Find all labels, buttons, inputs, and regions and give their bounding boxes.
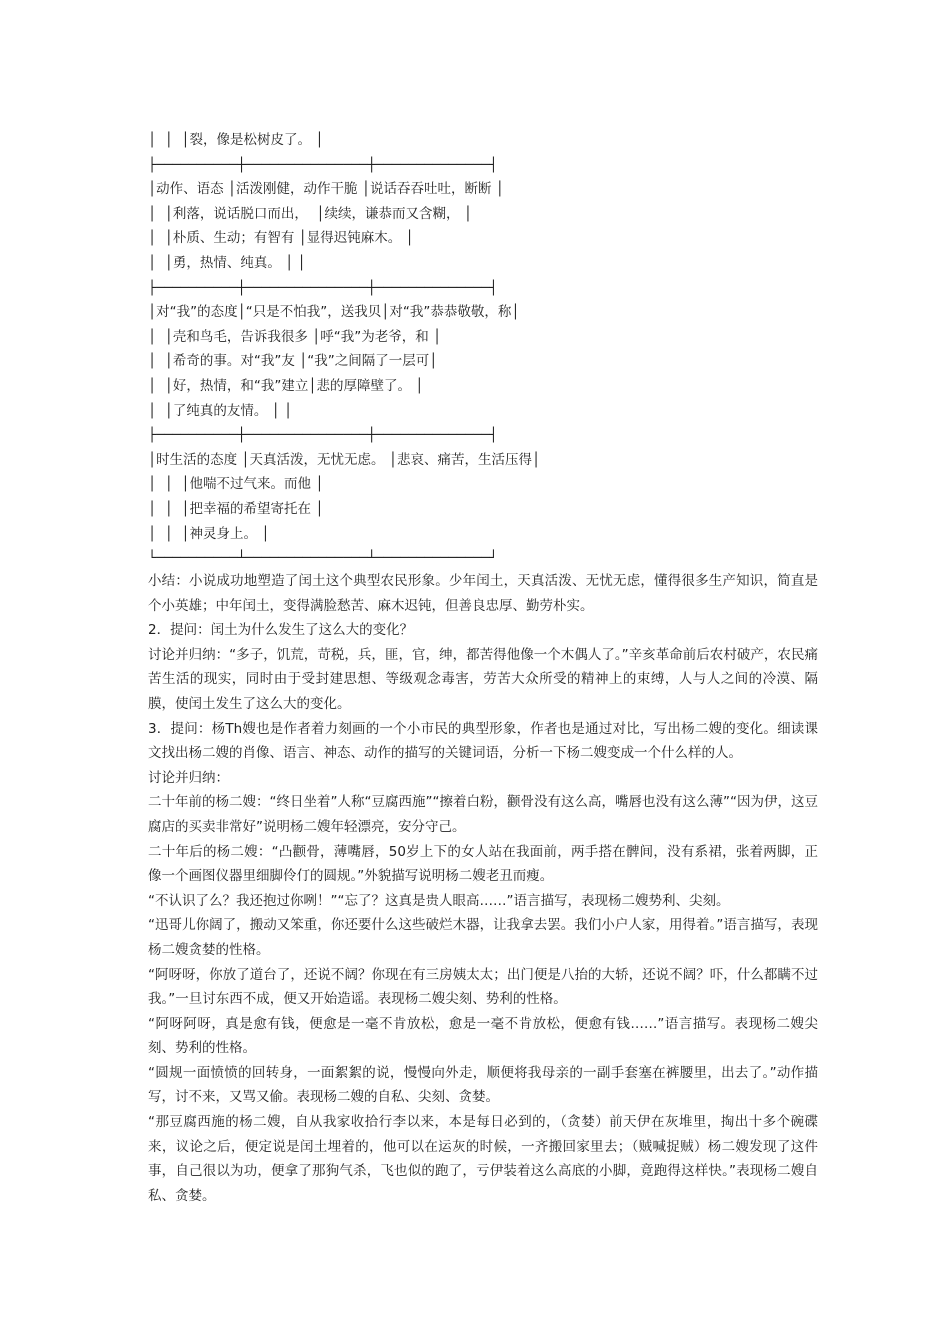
table-line: │ │ │他喘不过气来。而他 │ <box>148 476 324 493</box>
paragraph: 二十年前的杨二嫂：“终日坐着”人称“豆腐西施”“擦着白粉，颧骨没有这么高，嘴唇也没有这么薄”“因为伊，这豆腐店的买卖非常好”说明杨二嫂年轻漂亮，安分守己。 <box>148 794 818 835</box>
paragraph: “阿呀阿呀，真是愈有钱，便愈是一毫不肯放松，愈是一毫不肯放松，便愈有钱……”语言描写。表现杨二嫂尖刻、势利的性格。 <box>148 1015 818 1057</box>
paragraph: “那豆腐西施的杨二嫂，自从我家收拾行李以来，本是每日必到的，（贪婪）前天伊在灰堆里，掏出十多个碗碟来，议论之后，便定说是闰土埋着的，他可以在运灰的时候，一齐搬回家里去；（贼喊捉贼）杨二嫂发现了这件事，自己很以为功，便拿了那狗气杀，飞也似的跑了，亏伊装着这么高底的小脚，竟跑得这样快。”表现杨二嫂自私、贪婪。 <box>148 1114 818 1204</box>
comparison-table <box>148 128 618 571</box>
table-line: │时生活的态度 │天真活泼，无忧无虑。 │悲哀、痛苦，生活压得│ <box>148 451 541 468</box>
table-line: │ │ │裂，像是松树皮了。 │ <box>148 132 324 148</box>
table-line: │ │壳和鸟毛，告诉我很多 │呼“我”为老爷，和 │ <box>148 328 442 345</box>
table-line: │动作、语态 │活泼刚健，动作干脆 │说话吞吞吐吐，断断 │ <box>148 181 504 198</box>
table-line: │ │利落，说话脱口而出， │续续，谦恭而又含糊， │ <box>148 205 472 222</box>
table-line: │ │希奇的事。对“我”友 │“我”之间隔了一层可│ <box>148 353 438 370</box>
paragraph: “不认识了么？我还抱过你咧！”“忘了？这真是贵人眼高……”语言描写，表现杨二嫂势利、尖刻。 <box>148 892 730 909</box>
table-line: │ │朴质、生动；有智有 │显得迟钝麻木。 │ <box>148 230 414 247</box>
table-line: │ │了纯真的友情。 │ │ <box>148 402 293 419</box>
table-line: │ │ │把幸福的希望寄托在 │ <box>148 500 324 517</box>
question-3: 3．提问：杨Th嫂也是作者着力刻画的一个小市民的典型形象，作者也是通过对比，写出杨二嫂的变化。细读课文找出杨二嫂的肖像、语言、神态、动作的描写的关键词语，分析一下杨二嫂变成一个什么样的人。 <box>148 720 818 762</box>
table-line: │ │好，热情，和“我”建立│悲的厚障壁了。 │ <box>148 377 424 394</box>
body-text <box>148 569 818 1208</box>
table-line: ├──────────┼───────────────┼──────────────┤ <box>148 156 498 173</box>
table-line: │ │勇，热情、纯真。 │ │ <box>148 254 306 271</box>
question-2: 2．提问：闰土为什么发生了这么大的变化？ <box>148 622 414 639</box>
table-line: ├──────────┼───────────────┼──────────────┤ <box>148 427 498 444</box>
paragraph: “圆规一面愤愤的回转身，一面絮絮的说，慢慢向外走，顺便将我母亲的一副手套塞在裤腰里，出去了。”动作描写，讨不来，又骂又偷。表现杨二嫂的自私、尖刻、贪婪。 <box>148 1064 818 1106</box>
table-line: └──────────┴───────────────┴──────────────┘ <box>148 550 498 567</box>
paragraph: “阿呀呀，你放了道台了，还说不阔？你现在有三房姨太太；出门便是八抬的大轿，还说不阔？吓，什么都瞒不过我。”一旦讨东西不成，便又开始造谣。表现杨二嫂尖刻、势利的性格。 <box>148 966 818 1008</box>
table-line: │对“我”的态度│“只是不怕我”，送我贝│对“我”恭恭敬敬，称│ <box>148 304 520 321</box>
paragraph: “迅哥儿你阔了，搬动又笨重，你还要什么这些破烂木器，让我拿去罢。我们小户人家，用得着。”语言描写，表现杨二嫂贪婪的性格。 <box>148 917 818 958</box>
paragraph: 二十年后的杨二嫂：“凸颧骨，薄嘴唇，50岁上下的女人站在我面前，两手搭在髀间，没有系裙，张着两脚，正像一个画图仪器里细脚伶仃的圆规。”外貌描写说明杨二嫂老丑而瘦。 <box>148 843 818 885</box>
table-line: │ │ │神灵身上。 │ <box>148 525 270 542</box>
discussion-heading: 讨论并归纳： <box>148 769 229 786</box>
table-line: ├──────────┼───────────────┼──────────────┤ <box>148 279 498 296</box>
discussion-paragraph: 讨论并归纳：“多子，饥荒，苛税，兵，匪，官，绅，都苦得他像一个木偶人了。”辛亥革命前后农村破产，农民痛苦生活的现实，同时由于受封建思想、等级观念毒害，劳苦大众所受的精神上的束缚，人与人之间的冷漠、隔膜，使闰土发生了这么大的变化。 <box>148 646 818 712</box>
summary-paragraph: 小结：小说成功地塑造了闰土这个典型农民形象。少年闰土，天真活泼、无忧无虑，懂得很多生产知识，简直是个小英雄；中年闰土，变得满脸愁苦、麻木迟钝，但善良忠厚、勤劳朴实。 <box>148 573 818 614</box>
